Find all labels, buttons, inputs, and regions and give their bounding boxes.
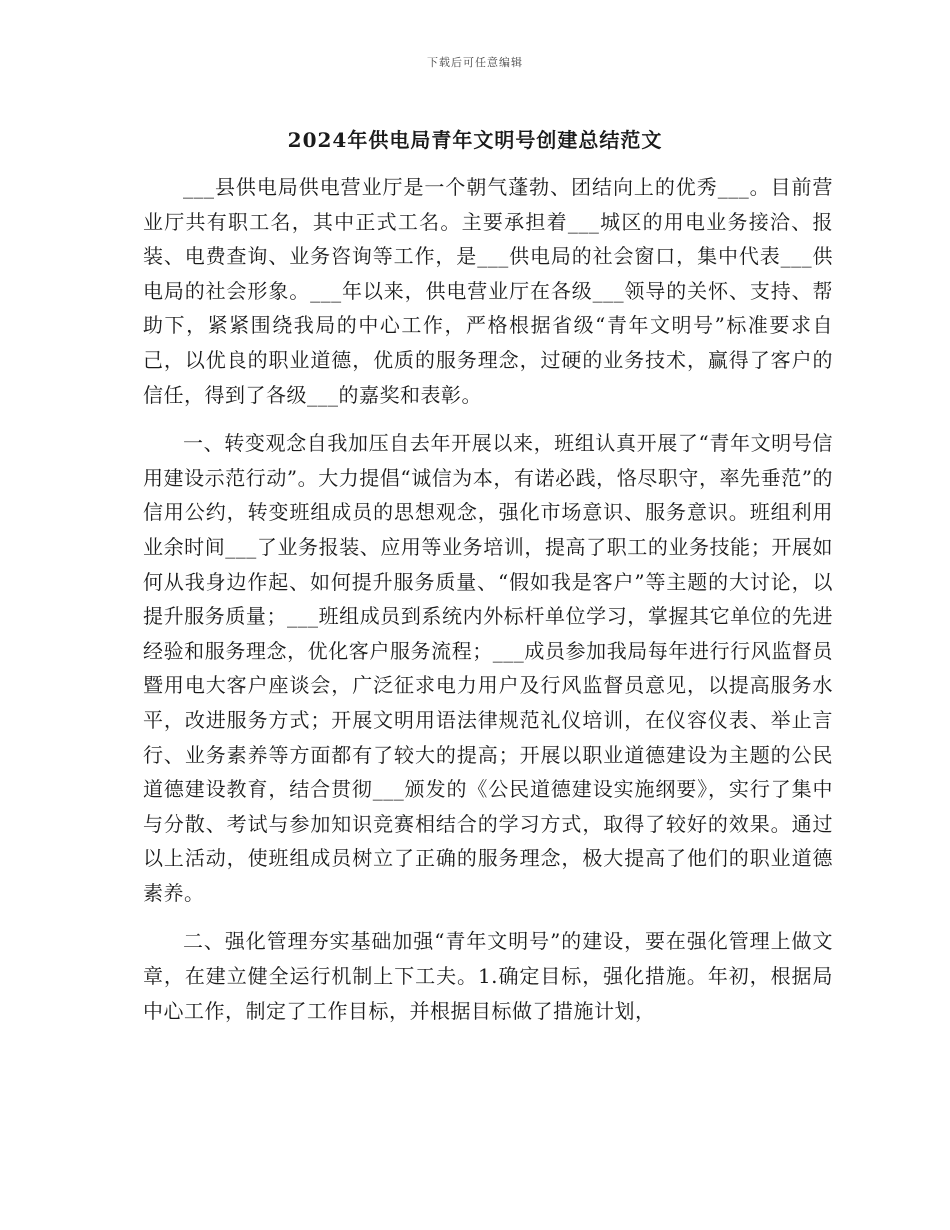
- header-note: 下载后可任意编辑: [427, 56, 523, 69]
- paragraph-section-2: 二、强化管理夯实基础加强“青年文明号”的建设，要在强化管理上做文章，在建立健全运行机制上下工夫。1.确定目标，强化措施。年初，根据局中心工作，制定了工作目标，并根据目标做了措施计划，: [143, 929, 833, 1023]
- document-body: [143, 170, 833, 1028]
- paragraph-section-1: 一、转变观念自我加压自去年开展以来，班组认真开展了“青年文明号信用建设示范行动”。大力提倡“诚信为本，有诺必践，恪尽职守，率先垂范”的信用公约，转变班组成员的思想观念，强化市场意识、服务意识。班组利用业余时间___了业务报装、应用等业务培训，提高了职工的业务技能；开展如何从我身边作起、如何提升服务质量、“假如我是客户”等主题的大讨论，以提升服务质量；___班组成员到系统内外标杆单位学习，掌握其它单位的先进经验和服务理念，优化客户服务流程；___成员参加我局每年进行行风监督员暨用电大客户座谈会，广泛征求电力用户及行风监督员意见，以提高服务水平，改进服务方式；开展文明用语法律规范礼仪培训，在仪容仪表、举止言行、业务素养等方面都有了较大的提高；开展以职业道德建设为主题的公民道德建设教育，结合贯彻___颁发的《公民道德建设实施纲要》，实行了集中与分散、考试与参加知识竞赛相结合的学习方式，取得了较好的效果。通过以上活动，使班组成员树立了正确的服务理念，极大提高了他们的职业道德素养。: [143, 431, 833, 905]
- document-title: 2024年供电局青年文明号创建总结范文: [287, 128, 663, 152]
- paragraph-intro: ___县供电局供电营业厅是一个朝气蓬勃、团结向上的优秀___。目前营业厅共有职工名，其中正式工名。主要承担着___城区的用电业务接洽、报装、电费查询、业务咨询等工作，是___供电局的社会窗口，集中代表___供电局的社会形象。___年以来，供电营业厅在各级___领导的关怀、支持、帮助下，紧紧围绕我局的中心工作，严格根据省级“青年文明号”标准要求自己，以优良的职业道德，优质的服务理念，过硬的业务技术，赢得了客户的信任，得到了各级___的嘉奖和表彰。: [143, 175, 833, 407]
